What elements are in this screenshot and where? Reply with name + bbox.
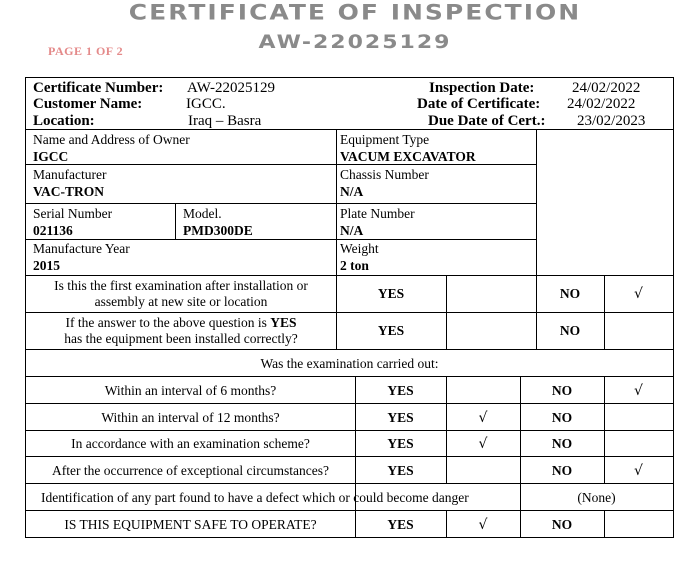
q1-no: NO bbox=[559, 286, 581, 301]
defect-value: (None) bbox=[577, 490, 616, 505]
inspection-date-label: Inspection Date: bbox=[429, 80, 535, 96]
location-label: Location: bbox=[33, 113, 95, 129]
date-of-cert-label: Date of Certificate: bbox=[417, 96, 541, 112]
owner-label: Name and Address of Owner bbox=[33, 132, 190, 147]
q5-yes: YES bbox=[387, 436, 414, 451]
q1-no-check-icon: √ bbox=[634, 286, 643, 302]
q2-line1 bbox=[26, 315, 336, 331]
weight-label: Weight bbox=[340, 241, 379, 256]
q2-yes: YES bbox=[377, 323, 405, 338]
cert-number-value: AW-22025129 bbox=[187, 80, 275, 96]
certificate-title: CERTIFICATE OF INSPECTION bbox=[128, 0, 582, 25]
q3-no: NO bbox=[551, 383, 573, 398]
certificate-form bbox=[25, 77, 674, 538]
q6-yes: YES bbox=[387, 463, 414, 478]
q6-no: NO bbox=[551, 463, 573, 478]
year-value: 2015 bbox=[33, 258, 60, 273]
plate-value: N/A bbox=[340, 223, 364, 238]
q1-line2: assembly at new site or location bbox=[94, 294, 268, 309]
q4-no: NO bbox=[551, 410, 573, 425]
customer-value: IGCC. bbox=[186, 96, 226, 112]
q4-text: Within an interval of 12 months? bbox=[101, 410, 280, 425]
due-date-value: 23/02/2023 bbox=[577, 113, 646, 129]
q1-line1: Is this the first examination after installation or bbox=[54, 278, 308, 293]
defect-text: Identification of any part found to have a defect which or could become danger bbox=[41, 490, 469, 505]
manufacturer-label: Manufacturer bbox=[33, 167, 107, 182]
chassis-value: N/A bbox=[340, 184, 364, 199]
cert-number-label: Certificate Number: bbox=[33, 80, 164, 96]
q6-no-check-icon: √ bbox=[634, 463, 643, 479]
certificate-code: AW-22025129 bbox=[258, 31, 452, 54]
safe-yes: YES bbox=[387, 517, 414, 532]
location-value: Iraq – Basra bbox=[188, 113, 262, 129]
q3-yes: YES bbox=[387, 383, 414, 398]
page-indicator: PAGE 1 OF 2 bbox=[48, 44, 124, 58]
equipment-type-label: Equipment Type bbox=[340, 132, 430, 147]
model-label: Model. bbox=[183, 206, 222, 221]
serial-label: Serial Number bbox=[33, 206, 113, 221]
inspection-date-value: 24/02/2022 bbox=[572, 80, 641, 96]
manufacturer-value: VAC-TRON bbox=[33, 184, 105, 199]
equipment-type-value: VACUM EXCAVATOR bbox=[340, 149, 476, 164]
weight-value: 2 ton bbox=[340, 258, 369, 273]
due-date-label: Due Date of Cert.: bbox=[428, 113, 546, 129]
exam-heading: Was the examination carried out: bbox=[260, 356, 439, 371]
date-of-cert-value: 24/02/2022 bbox=[567, 96, 636, 112]
owner-value: IGCC bbox=[33, 149, 69, 164]
q3-no-check-icon: √ bbox=[634, 383, 643, 399]
q3-text: Within an interval of 6 months? bbox=[104, 383, 277, 398]
serial-value: 021136 bbox=[33, 223, 73, 238]
q4-yes-check-icon: √ bbox=[478, 410, 488, 426]
safe-no: NO bbox=[551, 517, 573, 532]
chassis-label: Chassis Number bbox=[340, 167, 429, 182]
q6-text: After the occurrence of exceptional circumstances? bbox=[52, 463, 329, 478]
safe-yes-check-icon: √ bbox=[478, 517, 488, 533]
q4-yes: YES bbox=[387, 410, 414, 425]
plate-label: Plate Number bbox=[340, 206, 415, 221]
q1-yes: YES bbox=[377, 286, 405, 301]
q2-line2: has the equipment been installed correctly? bbox=[64, 331, 298, 346]
q5-yes-check-icon: √ bbox=[478, 436, 488, 452]
q2-line1-text: If the answer to the above question is bbox=[65, 315, 271, 330]
model-value: PMD300DE bbox=[183, 223, 253, 238]
q2-line1-yes: YES bbox=[270, 315, 297, 330]
q5-text: In accordance with an examination scheme? bbox=[71, 436, 310, 451]
safe-text: IS THIS EQUIPMENT SAFE TO OPERATE? bbox=[64, 517, 317, 532]
year-label: Manufacture Year bbox=[33, 241, 130, 256]
customer-label: Customer Name: bbox=[33, 96, 143, 112]
q2-no: NO bbox=[559, 323, 581, 338]
q5-no: NO bbox=[551, 436, 573, 451]
